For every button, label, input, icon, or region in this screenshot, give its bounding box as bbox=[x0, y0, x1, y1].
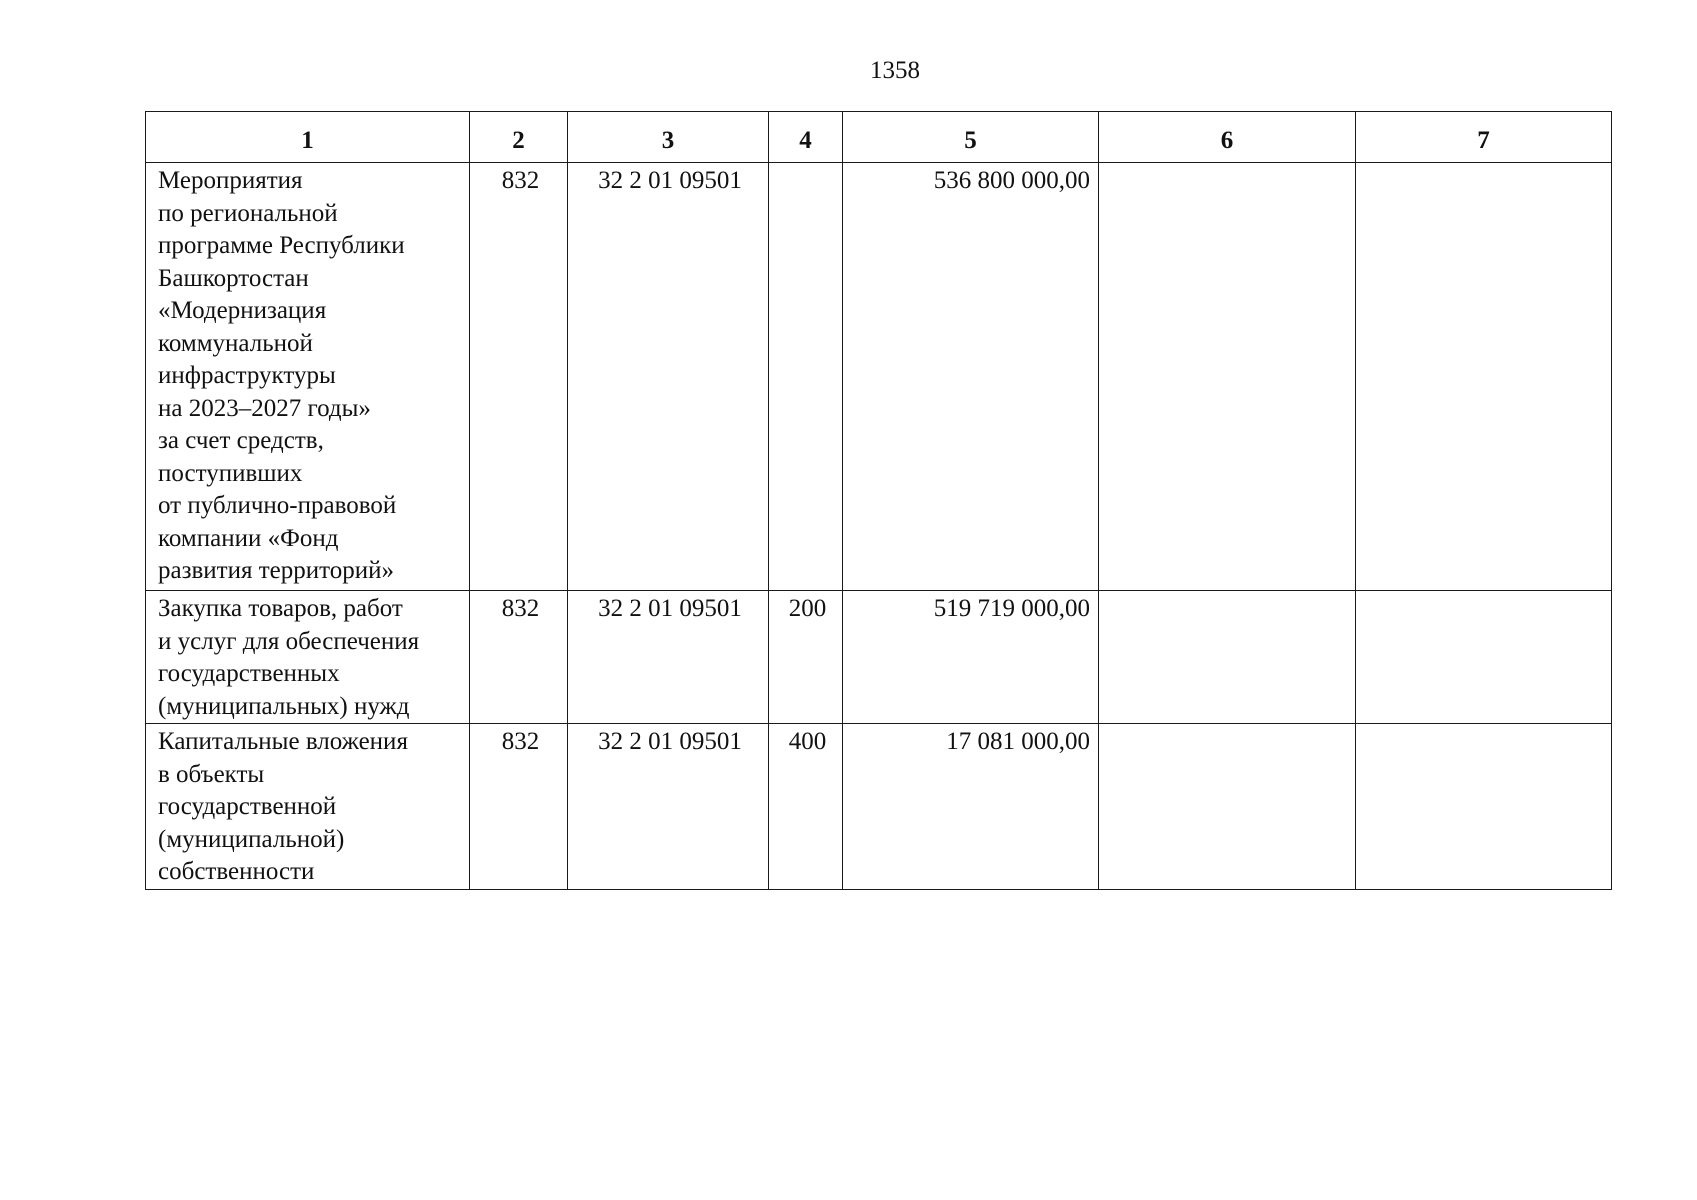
name-line: по региональной bbox=[158, 199, 338, 227]
column-header-1: 1 bbox=[146, 112, 470, 163]
column-7-cell bbox=[1356, 163, 1612, 591]
amount-cell: 536 800 000,00 bbox=[843, 163, 1099, 591]
code-cell: 832 bbox=[470, 724, 568, 890]
expense-type-cell bbox=[769, 163, 843, 591]
column-7-cell bbox=[1356, 724, 1612, 890]
budget-table bbox=[145, 111, 1612, 890]
row-name-cell bbox=[146, 163, 470, 591]
amount-cell: 519 719 000,00 bbox=[843, 591, 1099, 724]
name-line: компании «Фонд bbox=[158, 524, 339, 552]
name-line: в объекты bbox=[158, 760, 265, 788]
name-line: и услуг для обеспечения bbox=[158, 627, 420, 655]
name-line: Закупка товаров, работ bbox=[158, 595, 403, 622]
column-header-5: 5 bbox=[843, 112, 1099, 163]
column-header-3: 3 bbox=[568, 112, 769, 163]
page-number: 1358 bbox=[870, 57, 920, 84]
column-6-cell bbox=[1099, 591, 1356, 724]
target-article-cell: 32 2 01 09501 bbox=[568, 724, 769, 890]
amount-cell: 17 081 000,00 bbox=[843, 724, 1099, 890]
name-line: (муниципальных) нужд bbox=[158, 692, 410, 720]
column-header-6: 6 bbox=[1099, 112, 1356, 163]
name-line: инфраструктуры bbox=[158, 362, 336, 389]
code-cell: 832 bbox=[470, 591, 568, 724]
target-article-cell: 32 2 01 09501 bbox=[568, 591, 769, 724]
target-article-cell: 32 2 01 09501 bbox=[568, 163, 769, 591]
row-name-cell bbox=[146, 724, 470, 890]
name-line: «Модернизация bbox=[158, 297, 327, 324]
column-6-cell bbox=[1099, 163, 1356, 591]
name-line: (муниципальной) bbox=[158, 825, 345, 853]
column-7-cell bbox=[1356, 591, 1612, 724]
code-cell: 832 bbox=[470, 163, 568, 591]
column-header-2: 2 bbox=[470, 112, 568, 163]
row-name-cell bbox=[146, 591, 470, 724]
expense-type-cell: 200 bbox=[769, 591, 843, 724]
name-line: коммунальной bbox=[158, 329, 313, 357]
table-row bbox=[146, 591, 1612, 724]
name-line: Капитальные вложения bbox=[158, 728, 408, 755]
name-line: за счет средств, bbox=[158, 427, 324, 454]
name-line: программе Республики bbox=[158, 232, 405, 259]
name-line: собственности bbox=[158, 858, 315, 885]
table-row bbox=[146, 163, 1612, 591]
column-6-cell bbox=[1099, 724, 1356, 890]
name-line: Башкортостан bbox=[158, 264, 309, 292]
name-line: на 2023–2027 годы» bbox=[158, 394, 371, 422]
name-line: государственных bbox=[158, 660, 340, 687]
table-row bbox=[146, 724, 1612, 890]
column-header-4: 4 bbox=[769, 112, 843, 163]
column-header-7: 7 bbox=[1356, 112, 1612, 163]
table-header-row bbox=[146, 112, 1612, 163]
name-line: от публично-правовой bbox=[158, 492, 397, 519]
name-line: поступивших bbox=[158, 459, 303, 487]
name-line: Мероприятия bbox=[158, 167, 303, 194]
expense-type-cell: 400 bbox=[769, 724, 843, 890]
name-line: государственной bbox=[158, 793, 337, 820]
name-line: развития территорий» bbox=[158, 557, 394, 584]
